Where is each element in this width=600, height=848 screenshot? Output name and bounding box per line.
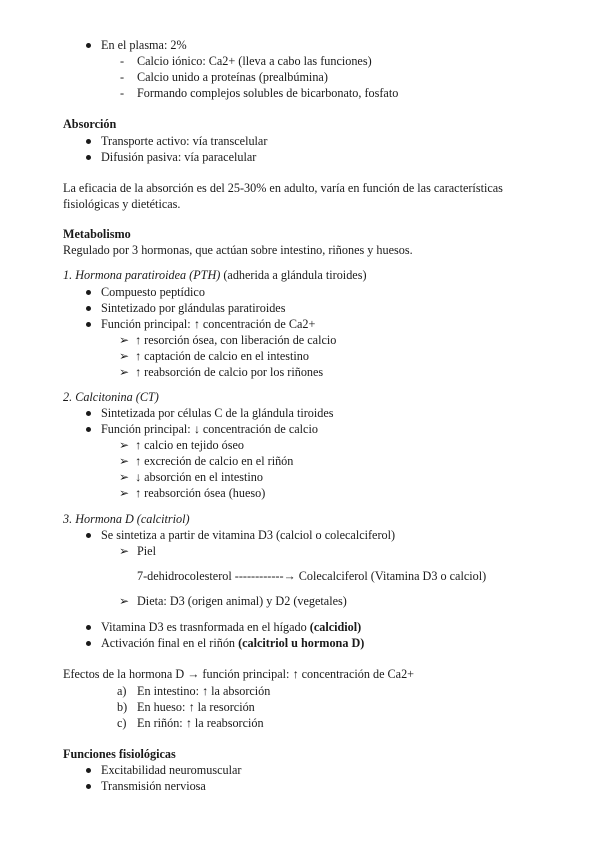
- list-marker: b): [117, 700, 128, 714]
- arrow-bullet-icon: ➢: [119, 594, 130, 608]
- dash-marker: -: [120, 86, 125, 100]
- pth-title-line: [63, 268, 367, 282]
- absorcion-item: Difusión pasiva: vía paracelular: [101, 150, 257, 164]
- bullet-icon: [86, 306, 91, 311]
- bullet-icon: [86, 768, 91, 773]
- pth-item: Sintetizado por glándulas paratiroides: [101, 301, 286, 315]
- arrow-bullet-icon: ➢: [119, 470, 130, 484]
- pth-effect: ↑ reabsorción de calcio por los riñones: [135, 365, 324, 379]
- bullet-icon: [86, 784, 91, 789]
- hd-title: 3. Hormona D (calcitriol): [63, 512, 190, 526]
- arrow-bullet-icon: ➢: [119, 333, 130, 347]
- plasma-title: En el plasma: 2%: [101, 38, 187, 52]
- hd-dieta: Dieta: D3 (origen animal) y D2 (vegetales): [137, 594, 347, 608]
- arrow-bullet-icon: ➢: [119, 544, 130, 558]
- pth-item: Compuesto peptídico: [101, 285, 205, 299]
- arrow-bullet-icon: ➢: [119, 365, 130, 379]
- arrow-bullet-icon: ➢: [119, 438, 130, 452]
- hd-item-liver-bold: (calcidiol): [309, 620, 362, 634]
- ct-item: Sintetizada por células C de la glándula tiroides: [101, 406, 334, 420]
- bullet-icon: [86, 641, 91, 646]
- hd-piel: Piel: [137, 544, 156, 558]
- ct-effect: ↑ calcio en tejido óseo: [135, 438, 244, 452]
- list-marker: a): [117, 684, 127, 698]
- funciones-item: Excitabilidad neuromuscular: [101, 763, 242, 777]
- pth-title: 1. Hormona paratiroidea (PTH): [63, 268, 221, 282]
- metabolismo-intro: Regulado por 3 hormonas, que actúan sobre intestino, riñones y huesos.: [63, 243, 413, 257]
- efectos-item: En intestino: ↑ la absorción: [137, 684, 271, 698]
- hd-reaction: 7-dehidrocolesterol ------------→ Colecalciferol (Vitamina D3 o calciol): [137, 569, 487, 583]
- bullet-icon: [86, 322, 91, 327]
- bullet-icon: [86, 625, 91, 630]
- dash-marker: -: [120, 54, 125, 68]
- ct-title: 2. Calcitonina (CT): [63, 390, 159, 404]
- dash-marker: -: [120, 70, 125, 84]
- plasma-item: Formando complejos solubles de bicarbonato, fosfato: [137, 86, 399, 100]
- hd-item-liver-text: Vitamina D3 es trasnformada en el hígado: [101, 620, 310, 634]
- bullet-icon: [86, 43, 91, 48]
- hd-item-kidney-text: Activación final en el riñón: [101, 636, 239, 650]
- absorcion-paragraph: La eficacia de la absorción es del 25-30% en adulto, varía en función de las características: [63, 181, 503, 195]
- plasma-item: Calcio unido a proteínas (prealbúmina): [137, 70, 328, 84]
- plasma-item: Calcio iónico: Ca2+ (lleva a cabo las funciones): [137, 54, 372, 68]
- bullet-icon: [86, 155, 91, 160]
- ct-effect: ↑ reabsorción ósea (hueso): [135, 486, 266, 500]
- pth-item: Función principal: ↑ concentración de Ca2+: [101, 317, 316, 331]
- absorcion-item: Transporte activo: vía transcelular: [101, 134, 268, 148]
- absorcion-heading: Absorción: [63, 117, 117, 131]
- efectos-intro: Efectos de la hormona D → función principal: ↑ concentración de Ca2+: [63, 667, 415, 681]
- bullet-icon: [86, 427, 91, 432]
- efectos-item: En hueso: ↑ la resorción: [137, 700, 255, 714]
- funciones-item: Transmisión nerviosa: [101, 779, 206, 793]
- bullet-icon: [86, 411, 91, 416]
- metabolismo-heading: Metabolismo: [63, 227, 131, 241]
- ct-effect: ↓ absorción en el intestino: [135, 470, 263, 484]
- pth-note: (adherida a glándula tiroides): [220, 268, 367, 282]
- absorcion-paragraph: fisiológicas y dietéticas.: [63, 197, 181, 211]
- hd-item: Se sintetiza a partir de vitamina D3 (calciol o colecalciferol): [101, 528, 396, 542]
- hd-item-liver: [101, 620, 361, 634]
- arrow-bullet-icon: ➢: [119, 454, 130, 468]
- hd-item-kidney-bold: (calcitriol u hormona D): [238, 636, 365, 650]
- pth-effect: ↑ resorción ósea, con liberación de calcio: [135, 333, 337, 347]
- bullet-icon: [86, 290, 91, 295]
- arrow-bullet-icon: ➢: [119, 486, 130, 500]
- ct-effect: ↑ excreción de calcio en el riñón: [135, 454, 294, 468]
- list-marker: c): [117, 716, 127, 730]
- funciones-heading: Funciones fisiológicas: [63, 747, 176, 761]
- arrow-bullet-icon: ➢: [119, 349, 130, 363]
- ct-item: Función principal: ↓ concentración de calcio: [101, 422, 318, 436]
- efectos-item: En riñón: ↑ la reabsorción: [137, 716, 264, 730]
- pth-effect: ↑ captación de calcio en el intestino: [135, 349, 309, 363]
- bullet-icon: [86, 533, 91, 538]
- bullet-icon: [86, 139, 91, 144]
- hd-item-kidney: [101, 636, 364, 650]
